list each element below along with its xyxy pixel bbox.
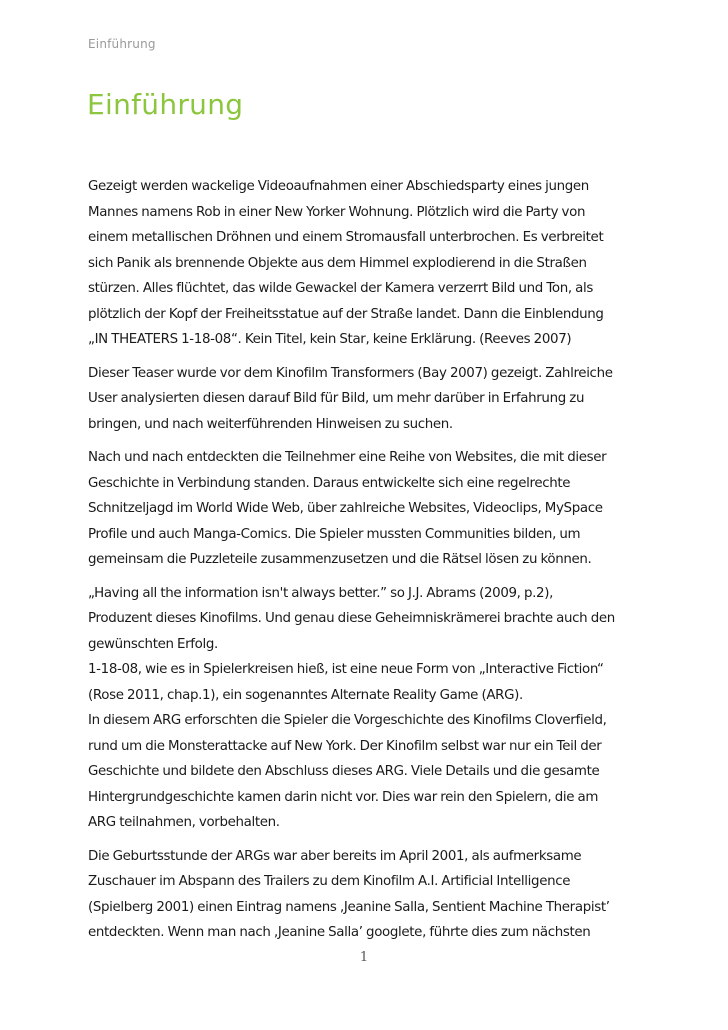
text-line: bringen, und nach weiterführenden Hinweisen zu suchen. xyxy=(88,416,453,432)
text-line: Dieser Teaser wurde vor dem Kinofilm Transformers (Bay 2007) gezeigt. Zahlreiche xyxy=(88,365,613,381)
text-line: plötzlich der Kopf der Freiheitsstatue auf der Straße landet. Dann die Einblendung xyxy=(88,306,604,322)
text-line: „IN THEATERS 1-18-08“. Kein Titel, kein Star, keine Erklärung. (Reeves 2007) xyxy=(88,332,572,347)
text-line: Produzent dieses Kinofilms. Und genau diese Geheimniskrämerei brachte auch den xyxy=(88,611,615,626)
page-number: 1 xyxy=(359,950,369,965)
running-header: Einführung xyxy=(88,37,156,51)
paragraph-3 xyxy=(88,445,648,573)
text-line: ARG teilnahmen, vorbehalten. xyxy=(88,815,280,830)
paragraph-2 xyxy=(88,361,648,438)
text-line: In diesem ARG erforschten die Spieler die Vorgeschichte des Kinofilms Cloverfield, xyxy=(88,713,607,728)
text-line: entdeckten. Wenn man nach ‚Jeanine Salla’ googlete, führte dies zum nächsten xyxy=(88,925,591,940)
text-line: rund um die Monsterattacke auf New York. Der Kinofilm selbst war nur ein Teil der xyxy=(88,738,602,754)
text-line: gewünschten Erfolg. xyxy=(88,636,218,652)
body-text xyxy=(88,174,648,954)
paragraph-4 xyxy=(88,581,648,836)
text-line: Gezeigt werden wackelige Videoaufnahmen einer Abschiedsparty eines jungen xyxy=(88,179,589,194)
text-line: (Spielberg 2001) einen Eintrag namens ‚Jeanine Salla, Sentient Machine Therapist’ xyxy=(88,899,610,915)
text-line: „Having all the information isn't always better.” so J.J. Abrams (2009, p.2), xyxy=(88,585,553,601)
text-line: Profile und auch Manga-Comics. Die Spieler mussten Communities bilden, um xyxy=(88,526,581,542)
text-line: gemeinsam die Puzzleteile zusammenzusetzen und die Rätsel lösen zu können. xyxy=(88,552,592,567)
text-line: Geschichte in Verbindung standen. Daraus entwickelte sich eine regelrechte xyxy=(88,475,571,491)
text-line: User analysierten diesen darauf Bild für Bild, um mehr darüber in Erfahrung zu xyxy=(88,391,585,406)
text-line: 1-18-08, wie es in Spielerkreisen hieß, ist eine neue Form von „Interactive Fiction“ xyxy=(88,662,604,677)
text-line: (Rose 2011, chap.1), ein sogenanntes Alternate Reality Game (ARG). xyxy=(88,687,523,703)
chapter-title: Einführung xyxy=(87,88,244,121)
text-line: Zuschauer im Abspann des Trailers zu dem Kinofilm A.I. Artificial Intelligence xyxy=(88,874,571,889)
paragraph-1 xyxy=(88,174,648,353)
text-line: stürzen. Alles flüchtet, das wilde Gewackel der Kamera verzerrt Bild und Ton, als xyxy=(88,281,594,296)
paragraph-5 xyxy=(88,844,648,946)
text-line: einem metallischen Dröhnen und einem Stromausfall unterbrochen. Es verbreitet xyxy=(88,230,604,245)
text-line: Hintergrundgeschichte kamen darin nicht vor. Dies war rein den Spielern, die am xyxy=(88,789,599,805)
text-line: Schnitzeljagd im World Wide Web, über zahlreiche Websites, Videoclips, MySpace xyxy=(88,501,603,516)
text-line: Die Geburtsstunde der ARGs war aber bereits im April 2001, als aufmerksame xyxy=(88,848,582,864)
text-line: Geschichte und bildete den Abschluss dieses ARG. Viele Details und die gesamte xyxy=(88,764,600,779)
text-line: sich Panik als brennende Objekte aus dem Himmel explodierend in die Straßen xyxy=(88,255,587,271)
text-line: Mannes namens Rob in einer New Yorker Wohnung. Plötzlich wird die Party von xyxy=(88,204,586,220)
text-line: Nach und nach entdeckten die Teilnehmer eine Reihe von Websites, die mit dieser xyxy=(88,450,607,465)
